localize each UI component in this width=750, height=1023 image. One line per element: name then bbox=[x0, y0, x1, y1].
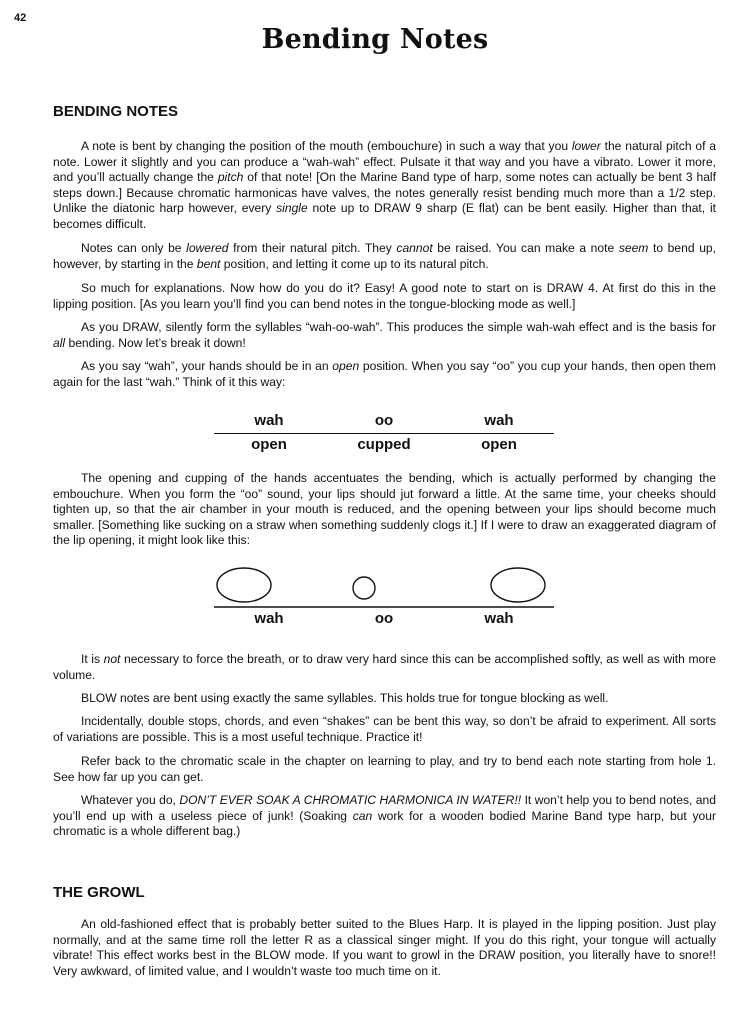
table-cell: cupped bbox=[357, 436, 411, 453]
table-cell: open bbox=[251, 436, 287, 453]
section-heading-bending-notes: BENDING NOTES bbox=[53, 103, 179, 120]
diagram-label: wah bbox=[254, 610, 284, 627]
hand-table-syllables bbox=[214, 412, 554, 429]
table-cell: oo bbox=[374, 412, 394, 429]
table-divider bbox=[214, 433, 554, 434]
section-heading-the-growl: THE GROWL bbox=[53, 884, 145, 901]
paragraph: A note is bent by changing the position of the mouth (embouchure) in such a way that you lower the natural pitch of a note. Lower it slightly and you can produce a “wah-wah” effect. Pulsate it that way and you have a vibrato. Lower it more, and you’ll actually change the pitch of that note! [On the Marine Band type of harp, some notes can actually be bent 3 half steps down.] Because chromatic harmonicas have valves, the notes generally resist bending much more than a 1/2 step. Unlike the diatonic harp however, every single note up to DRAW 9 sharp (E flat) can be bent easily. Higher than that, it becomes difficult. bbox=[53, 139, 716, 231]
paragraph: BLOW notes are bent using exactly the same syllables. This holds true for tongue blocking as well. bbox=[81, 691, 609, 705]
paragraph: As you say “wah”, your hands should be in an open position. When you say “oo” you cup your hands, then open them again for the last “wah.” Think of it this way: bbox=[53, 359, 716, 389]
paragraph: Incidentally, double stops, chords, and even “shakes” can be bent this way, so don’t be afraid to experiment. All sorts of variations are possible. This is a most useful technique. Practice it! bbox=[53, 714, 716, 744]
paragraph: An old-fashioned effect that is probably better suited to the Blues Harp. It is played in the lipping position. Just play normally, and at the same time roll the letter R as a classical singer might. If you do this right, your tongue will actually vibrate! This effect works best in the BLOW mode. If you want to growl in the DRAW position, you literally have to snore!! Very awkward, of limited value, and I wouldn’t waste too much time on it. bbox=[53, 917, 716, 978]
paragraph: Whatever you do, DON’T EVER SOAK A CHROMATIC HARMONICA IN WATER!! It won’t help you to bend notes, and you’ll end up with a useless piece of junk! (Soaking can work for a wooden bodied Marine Band type harp, but your chromatic is a whole different bag.) bbox=[53, 793, 716, 839]
paragraph: So much for explanations. Now how do you do it? Easy! A good note to start on is DRAW 4. At first do this in the lipping position. [As you learn you’ll find you can bend notes in the tongue-blocking mode as well.] bbox=[53, 281, 716, 311]
paragraph: Refer back to the chromatic scale in the chapter on learning to play, and try to bend each note starting from hole 1. See how far up you can get. bbox=[53, 754, 716, 784]
hand-table-positions bbox=[214, 436, 554, 453]
lip-diagram-labels bbox=[214, 610, 554, 627]
paragraph: As you DRAW, silently form the syllables “wah-oo-wah”. This produces the simple wah-wah effect and is the basis for all bending. Now let’s break it down! bbox=[53, 320, 716, 350]
diagram-label: wah bbox=[484, 610, 514, 627]
table-cell: open bbox=[481, 436, 517, 453]
lip-opening-wide-left bbox=[217, 568, 271, 602]
table-cell: wah bbox=[484, 412, 514, 429]
lip-opening-diagram bbox=[214, 564, 554, 608]
page-title: Bending Notes bbox=[261, 24, 489, 55]
diagram-label: oo bbox=[374, 610, 394, 627]
lip-opening-wide-right bbox=[491, 568, 545, 602]
lip-opening-small bbox=[353, 577, 375, 599]
paragraph: Notes can only be lowered from their natural pitch. They cannot be raised. You can make a note seem to bend up, however, by starting in the bent position, and letting it come up to its natural pitch. bbox=[53, 241, 717, 271]
page-number: 42 bbox=[14, 12, 27, 24]
paragraph: The opening and cupping of the hands accentuates the bending, which is actually performed by changing the embouchure. When you form the “oo” sound, your lips should jut forward a little. At the same time, your cheeks should tighten up, so that the air chamber in your mouth is reduced, and the opening between your lips should become much smaller. [Something like sucking on a straw when something suddenly clogs it.] If I were to draw an exaggerated diagram of the lip opening, it might look like this: bbox=[53, 471, 716, 548]
paragraph: It is not necessary to force the breath, or to draw very hard since this can be accomplished softly, as well as with more volume. bbox=[53, 652, 716, 682]
table-cell: wah bbox=[254, 412, 284, 429]
